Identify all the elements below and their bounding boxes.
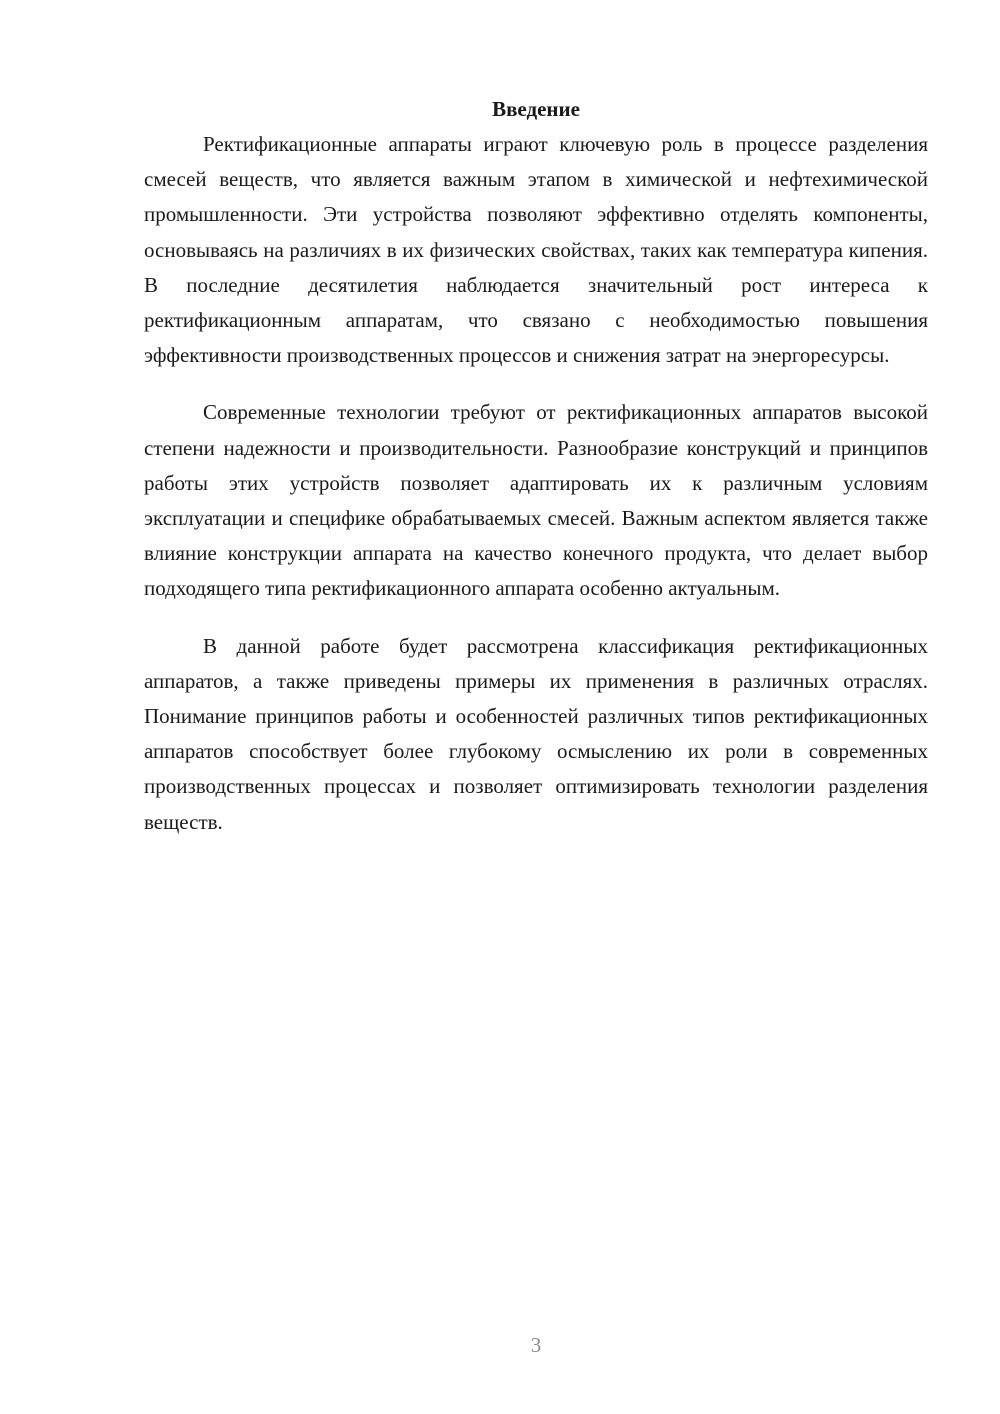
paragraph-3: В данной работе будет рассмотрена классификация ректификационных аппаратов, а также приведены примеры их применения в различных отраслях. Понимание принципов работы и особенностей различных типов ректификационных аппаратов способствует более глубокому осмыслению их роли в современных производственных процессах и позволяет оптимизировать технологии разделения веществ. bbox=[144, 633, 928, 834]
page-number: 3 bbox=[530, 1333, 542, 1357]
paragraph-2: Современные технологии требуют от ректификационных аппаратов высокой степени надежности и производительности. Разнообразие конструкций и принципов работы этих устройств позволяет адаптировать их к различным условиям эксплуатации и специфике обрабатываемых смесей. Важным аспектом является также влияние конструкции аппарата на качество конечного продукта, что делает выбор подходящего типа ректификационного аппарата особенно актуальным. bbox=[144, 400, 928, 601]
paragraph-1: Ректификационные аппараты играют ключевую роль в процессе разделения смесей веществ, что является важным этапом в химической и нефтехимической промышленности. Эти устройства позволяют эффективно отделять компоненты, основываясь на различиях в их физических свойствах, таких как температура кипения. В последние десятилетия наблюдается значительный рост интереса к ректификационным аппаратам, что связано с необходимостью повышения эффективности производственных процессов и снижения затрат на энергоресурсы. bbox=[144, 132, 928, 368]
page-content bbox=[144, 92, 928, 840]
section-heading: Введение bbox=[492, 97, 580, 121]
